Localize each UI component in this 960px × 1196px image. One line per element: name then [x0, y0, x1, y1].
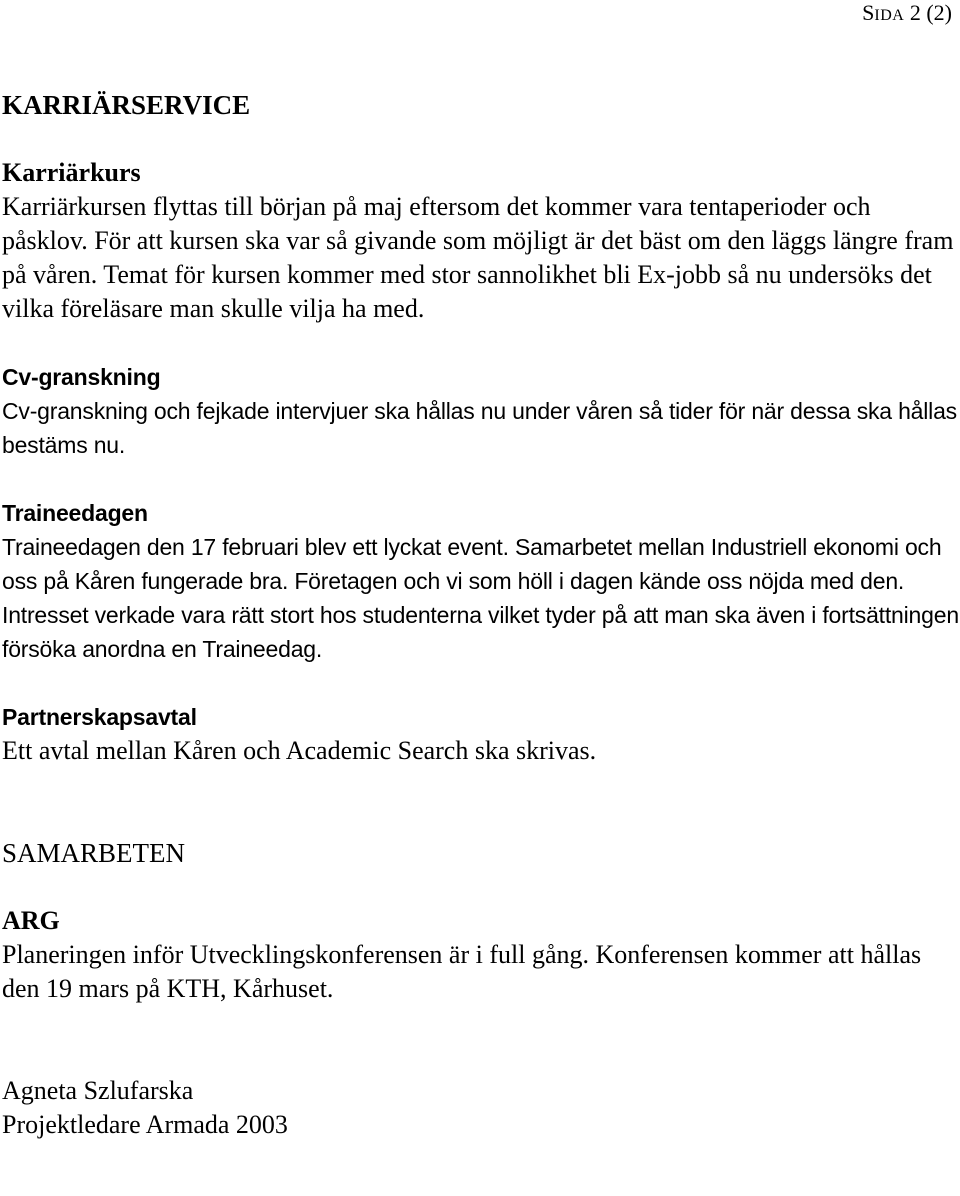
- section-title-samarbeten: SAMARBETEN: [2, 838, 186, 868]
- paragraph-karriarkurs: Karriärkursen flyttas till början på maj eftersom det kommer vara tentaperioder och påsklov. För att kursen ska var så givande som möjligt är det bäst om den läggs längre fram på våren. Temat för kursen kommer med stor sannolikhet bli Ex-jobb så nu undersöks det vilka föreläsare man skulle vilja ha med.: [2, 192, 954, 323]
- signature-role: Projektledare Armada 2003: [2, 1110, 288, 1139]
- signature-name: Agneta Szlufarska: [2, 1076, 194, 1105]
- subheading-arg: ARG: [2, 906, 60, 935]
- subheading-karriarkurs: Karriärkurs: [2, 158, 141, 187]
- subheading-traineedagen: Traineedagen: [2, 500, 148, 526]
- subheading-cv-granskning: Cv-granskning: [2, 364, 161, 390]
- paragraph-traineedagen: Traineedagen den 17 februari blev ett lyckat event. Samarbetet mellan Industriell ekonomi och oss på Kåren fungerade bra. Företagen och vi som höll i dagen kände oss nöjda med den. Intresset verkade vara rätt stort hos studenterna vilket tyder på att man ska även i fortsättningen försöka anordna en Traineedag.: [2, 534, 959, 662]
- paragraph-arg: Planeringen inför Utvecklingskonferensen är i full gång. Konferensen kommer att hållas den 19 mars på KTH, Kårhuset.: [2, 940, 922, 1003]
- document-body: [2, 88, 960, 1142]
- page-header: [862, 0, 952, 29]
- subheading-partnerskapsavtal: Partnerskapsavtal: [2, 704, 197, 730]
- section-title-karriarservice: KARRIÄRSERVICE: [2, 90, 251, 120]
- paragraph-cv-granskning: Cv-granskning och fejkade intervjuer ska hållas nu under våren så tider för när dessa ska hållas bestäms nu.: [2, 398, 957, 458]
- page-label-initial: S: [862, 0, 875, 25]
- paragraph-partnerskapsavtal: Ett avtal mellan Kåren och Academic Search ska skrivas.: [2, 736, 597, 765]
- page-number: 2 (2): [909, 0, 952, 25]
- page-label-rest: IDA: [874, 7, 905, 24]
